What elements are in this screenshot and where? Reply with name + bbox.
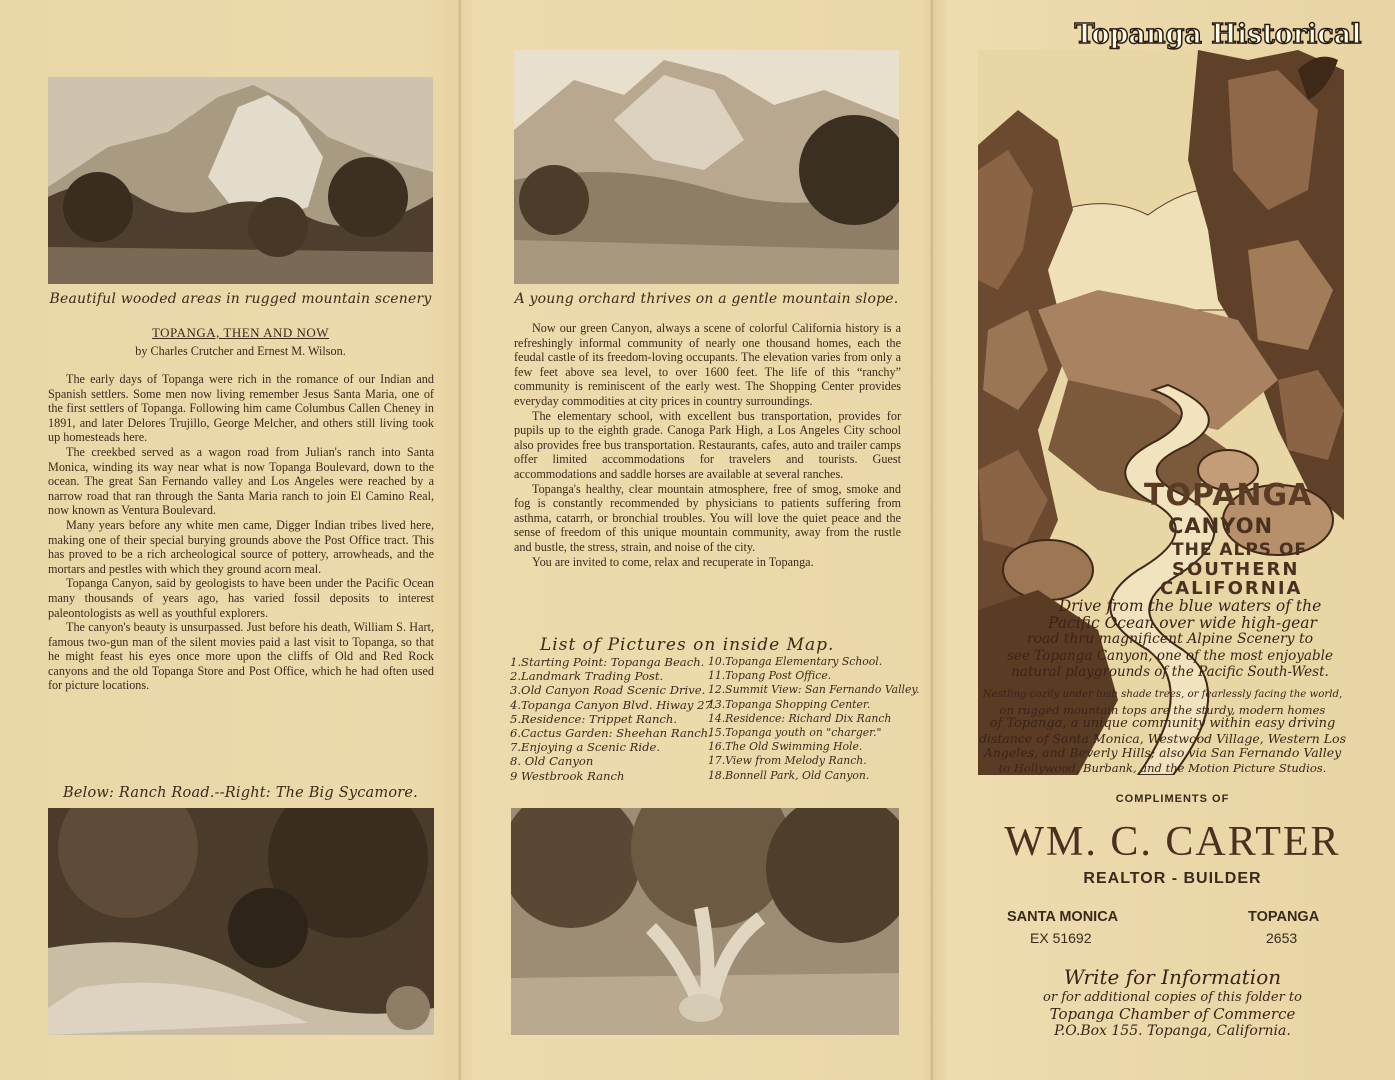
list-item: 14.Residence: Richard Dix Ranch bbox=[708, 711, 892, 725]
list-item: 17.View from Melody Ranch. bbox=[708, 754, 867, 768]
list-item: 12.Summit View: San Fernando Valley. bbox=[708, 683, 920, 697]
drive-line: road thru magnificent Alpine Scenery to bbox=[1026, 631, 1314, 647]
nestling-line: to Hollywood, Burbank, and the Motion Picture Studios. bbox=[998, 760, 1327, 775]
list-item: 10.Topanga Elementary School. bbox=[708, 655, 883, 668]
nestling-line: on rugged mountain tops are the sturdy, modern homes bbox=[999, 702, 1326, 717]
company-name: WM. C. CARTER bbox=[1004, 819, 1341, 865]
photo-caption-orchard: A young orchard thrives on a gentle mountain slope. bbox=[514, 291, 899, 307]
paragraph: Now our green Canyon, always a scene of colorful California history is a refreshingly informal community of nearly one thousand homes, each the feudal castle of its freedom-loving occupants. The elevation varies from only a few feet above sea level, to over 1600 feet. The life of this “ranchy” community is reminiscent of the early west. The Shopping Center provides everyday commodities at city prices in country surroundings. bbox=[514, 321, 901, 408]
drive-description bbox=[990, 598, 1350, 681]
list-item: 1.Starting Point: Topanga Beach. bbox=[510, 655, 705, 669]
photo-wooded-mountain bbox=[48, 77, 433, 284]
list-item: 7.Enjoying a Scenic Ride. bbox=[510, 740, 661, 755]
nestling-line: Nestling cozily under lush shade trees, or fearlessly facing the world, bbox=[982, 689, 1343, 700]
pictures-list-left bbox=[510, 655, 716, 783]
paragraph: The early days of Topanga were rich in the romance of our Indian and Spanish settlers. Some men now living remember Jesus Santa Maria, one of the first settlers of Topanga. Following him came Columbus Callen Cheney in 1891, and later Delores Trujillo, George Melcher, and others still living took up homesteads here. bbox=[48, 372, 434, 445]
drive-line: Pacific Ocean over wide high-gear bbox=[1048, 613, 1317, 632]
list-item: 8. Old Canyon bbox=[510, 754, 594, 769]
list-item: 18.Bonnell Park, Old Canyon. bbox=[708, 768, 870, 782]
compliments-label: COMPLIMENTS OF bbox=[1115, 793, 1230, 805]
list-item: 5.Residence: Trippet Ranch. bbox=[510, 711, 678, 726]
photo-big-sycamore bbox=[511, 808, 899, 1035]
write-title: Write for Information bbox=[1063, 965, 1282, 989]
nestling-line: Angeles, and Beverly Hills; also via San Fernando Valley bbox=[983, 745, 1342, 760]
write-line: or for additional copies of this folder to bbox=[1043, 990, 1302, 1005]
photo-young-orchard bbox=[514, 50, 899, 284]
photo-caption-wooded: Beautiful wooded areas in rugged mountain scenery bbox=[49, 291, 432, 307]
paragraph: Topanga Canyon, said by geologists to have been under the Pacific Ocean many thousands of years ago, has varied fossil deposits to interest paleontologists as well as youthful explorers. bbox=[48, 576, 434, 620]
nestling-description bbox=[975, 688, 1350, 775]
list-item: 3.Old Canyon Road Scenic Drive. bbox=[510, 683, 706, 698]
pictures-list-title: List of Pictures on inside Map. bbox=[540, 635, 835, 655]
nestling-line: distance of Santa Monica, Westwood Village, Western Los bbox=[978, 730, 1347, 746]
office2-city: TOPANGA bbox=[1248, 909, 1320, 925]
drive-line: Drive from the blue waters of the bbox=[1058, 597, 1322, 615]
paragraph: Topanga's healthy, clear mountain atmosphere, free of smog, smoke and fog is constantly recommended by physicians to patients suffering from asthma, catarrh, or bronchial troubles. You will love the quiet peace and the sense of freedom of this unique mountain community, away from the rustle and bustle, the stress, strain, and noise of the city. bbox=[514, 481, 901, 554]
fold-line-left bbox=[458, 0, 462, 1080]
write-for-information bbox=[980, 965, 1365, 1040]
article-heading: TOPANGA, THEN AND NOW bbox=[151, 325, 330, 340]
office1-phone: EX 51692 bbox=[1030, 930, 1092, 946]
list-item: 16.The Old Swimming Hole. bbox=[708, 740, 863, 754]
list-item: 11.Topang Post Office. bbox=[708, 669, 832, 683]
subtitle-southern: SOUTHERN bbox=[1172, 559, 1300, 580]
nestling-line: of Topanga, a unique community within easy driving bbox=[989, 716, 1336, 731]
write-line: Topanga Chamber of Commerce bbox=[1049, 1005, 1296, 1023]
list-item: 2.Landmark Trading Post. bbox=[510, 669, 664, 684]
write-line: P.O.Box 155. Topanga, California. bbox=[1054, 1023, 1291, 1039]
drive-line: natural playgrounds of the Pacific South-West. bbox=[1011, 664, 1329, 680]
subtitle-alps: THE ALPS OF bbox=[1172, 540, 1308, 560]
article-text-middle bbox=[514, 321, 901, 569]
company-role: REALTOR - BUILDER bbox=[1083, 870, 1262, 887]
list-item: 9 Westbrook Ranch bbox=[510, 768, 625, 783]
title-topanga: TOPANGA bbox=[1144, 478, 1313, 513]
photo-caption-ranch-road: Below: Ranch Road.--Right: The Big Sycamore. bbox=[63, 785, 418, 801]
photo-ranch-road bbox=[48, 808, 434, 1035]
watermark-line1: Topanga Historical bbox=[1074, 19, 1362, 50]
subtitle-california: CALIFORNIA bbox=[1160, 578, 1303, 599]
fold-line-right bbox=[930, 0, 934, 1080]
paragraph: The canyon's beauty is unsurpassed. Just before his death, William S. Hart, famous two-gun man of the silent movies paid a last visit to Topanga, so that he might feast his eyes once more upon the cliffs of Old and Red Rock canyons and the old Topanga Store and Post Office, which he had often used for picture locations. bbox=[48, 620, 434, 693]
paragraph: The creekbed served as a wagon road from Julian's ranch into Santa Monica, winding its way near what is now Topanga Boulevard, down to the ocean. The great San Fernando valley and Los Angeles were reached by a narrow road that ran through the Santa Maria ranch to join El Camino Real, now known as Ventura Boulevard. bbox=[48, 444, 434, 518]
paragraph: Many years before any white men came, Digger Indian tribes lived here, making one of their special burying grounds above the Post Office tract. This has proved to be a rich archeological source of pottery, arrowheads, and the mortars and pestles with which they ground acorn meal. bbox=[48, 517, 434, 576]
article-text-left bbox=[48, 372, 434, 693]
office2-phone: 2653 bbox=[1266, 930, 1298, 946]
pictures-list-right bbox=[708, 655, 919, 783]
article-byline: by Charles Crutcher and Ernest M. Wilson. bbox=[135, 344, 346, 358]
list-item: 13.Topanga Shopping Center. bbox=[708, 697, 871, 711]
paragraph: The elementary school, with excellent bus transportation, provides for pupils up to the eighth grade. Canoga Park High, a Los Angeles City school also provides free bus transportation. Restaurants, cafes, auto and trailer camps offer limited accommodations for travelers and tourists. Guest accommodations and saddle horses are available at several ranches. bbox=[514, 408, 901, 481]
subtitle-canyon: CANYON bbox=[1168, 514, 1274, 538]
list-item: 6.Cactus Garden: Sheehan Ranch. bbox=[510, 726, 712, 741]
list-item: 4.Topanga Canyon Blvd. Hiway 27. bbox=[510, 697, 716, 712]
office1-city: SANTA MONICA bbox=[1007, 909, 1119, 925]
drive-line: see Topanga Canyon, one of the most enjoyable bbox=[1007, 647, 1333, 664]
paragraph: You are invited to come, relax and recuperate in Topanga. bbox=[532, 554, 814, 569]
list-item: 15.Topanga youth on "charger." bbox=[708, 726, 882, 740]
